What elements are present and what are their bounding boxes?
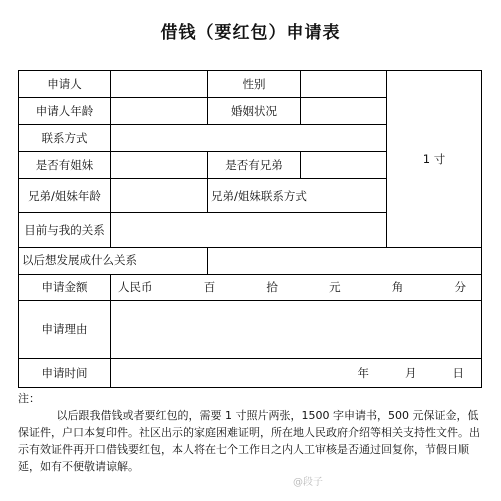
time-field[interactable] [111, 358, 482, 387]
application-form [18, 70, 482, 388]
unit-fen: 分 [454, 279, 466, 294]
page-title: 借钱（要红包）申请表 [160, 23, 341, 43]
relation-future-field[interactable] [208, 247, 482, 274]
month-label: 月 [405, 365, 417, 380]
form-row [19, 247, 482, 274]
note-text: 以后跟我借钱或者要红包的，需要 1 寸照片两张，1500 字申请书，500 元保证金，低保证件，户口本复印件。社区出示的家庭困难证明，所在地人民政府介绍等相关支持性文件。出示有效证件再开口借钱要红包，本人将在七个工作日之内人工审核是否通过回复你，节假日顺延，如有不便敬请谅解。 [18, 409, 480, 473]
age-field[interactable] [111, 98, 208, 125]
form-row [19, 300, 482, 358]
year-label: 年 [357, 365, 369, 380]
form-row [19, 274, 482, 300]
day-label: 日 [452, 365, 464, 380]
has-brother-label: 是否有兄弟 [208, 152, 301, 179]
form-row [19, 358, 482, 387]
contact-field[interactable] [111, 125, 387, 152]
relation-now-label: 目前与我的关系 [19, 213, 111, 247]
watermark: @段子 [293, 477, 323, 488]
gender-field[interactable] [301, 71, 387, 98]
marital-field[interactable] [301, 98, 387, 125]
relation-future-label: 以后想发展成什么关系 [19, 247, 208, 274]
sibling-contact-label: 兄弟/姐妹联系方式 [208, 179, 387, 213]
sibling-age-field[interactable] [111, 179, 208, 213]
note [18, 390, 481, 475]
has-sister-field[interactable] [111, 152, 208, 179]
applicant-field[interactable] [111, 71, 208, 98]
applicant-label: 申请人 [19, 71, 111, 98]
sibling-age-label: 兄弟/姐妹年龄 [19, 179, 111, 213]
note-label: 注： [18, 392, 40, 405]
amount-label: 申请金额 [19, 274, 111, 300]
age-label: 申请人年龄 [19, 98, 111, 125]
currency-label: 人民币 [118, 279, 153, 294]
reason-label: 申请理由 [19, 300, 111, 358]
form-row [19, 71, 482, 98]
contact-label: 联系方式 [19, 125, 111, 152]
marital-label: 婚姻状况 [208, 98, 301, 125]
unit-hundred: 百 [203, 279, 216, 294]
photo-box[interactable]: 1 寸 [387, 71, 482, 248]
unit-jiao: 角 [391, 279, 404, 294]
time-label: 申请时间 [19, 358, 111, 387]
unit-ten: 拾 [266, 279, 278, 294]
has-brother-field[interactable] [301, 152, 387, 179]
unit-yuan: 元 [329, 279, 341, 294]
relation-now-field[interactable] [111, 213, 387, 247]
reason-field[interactable] [111, 300, 482, 358]
amount-field[interactable] [111, 274, 482, 300]
gender-label: 性别 [208, 71, 301, 98]
has-sister-label: 是否有姐妹 [19, 152, 111, 179]
